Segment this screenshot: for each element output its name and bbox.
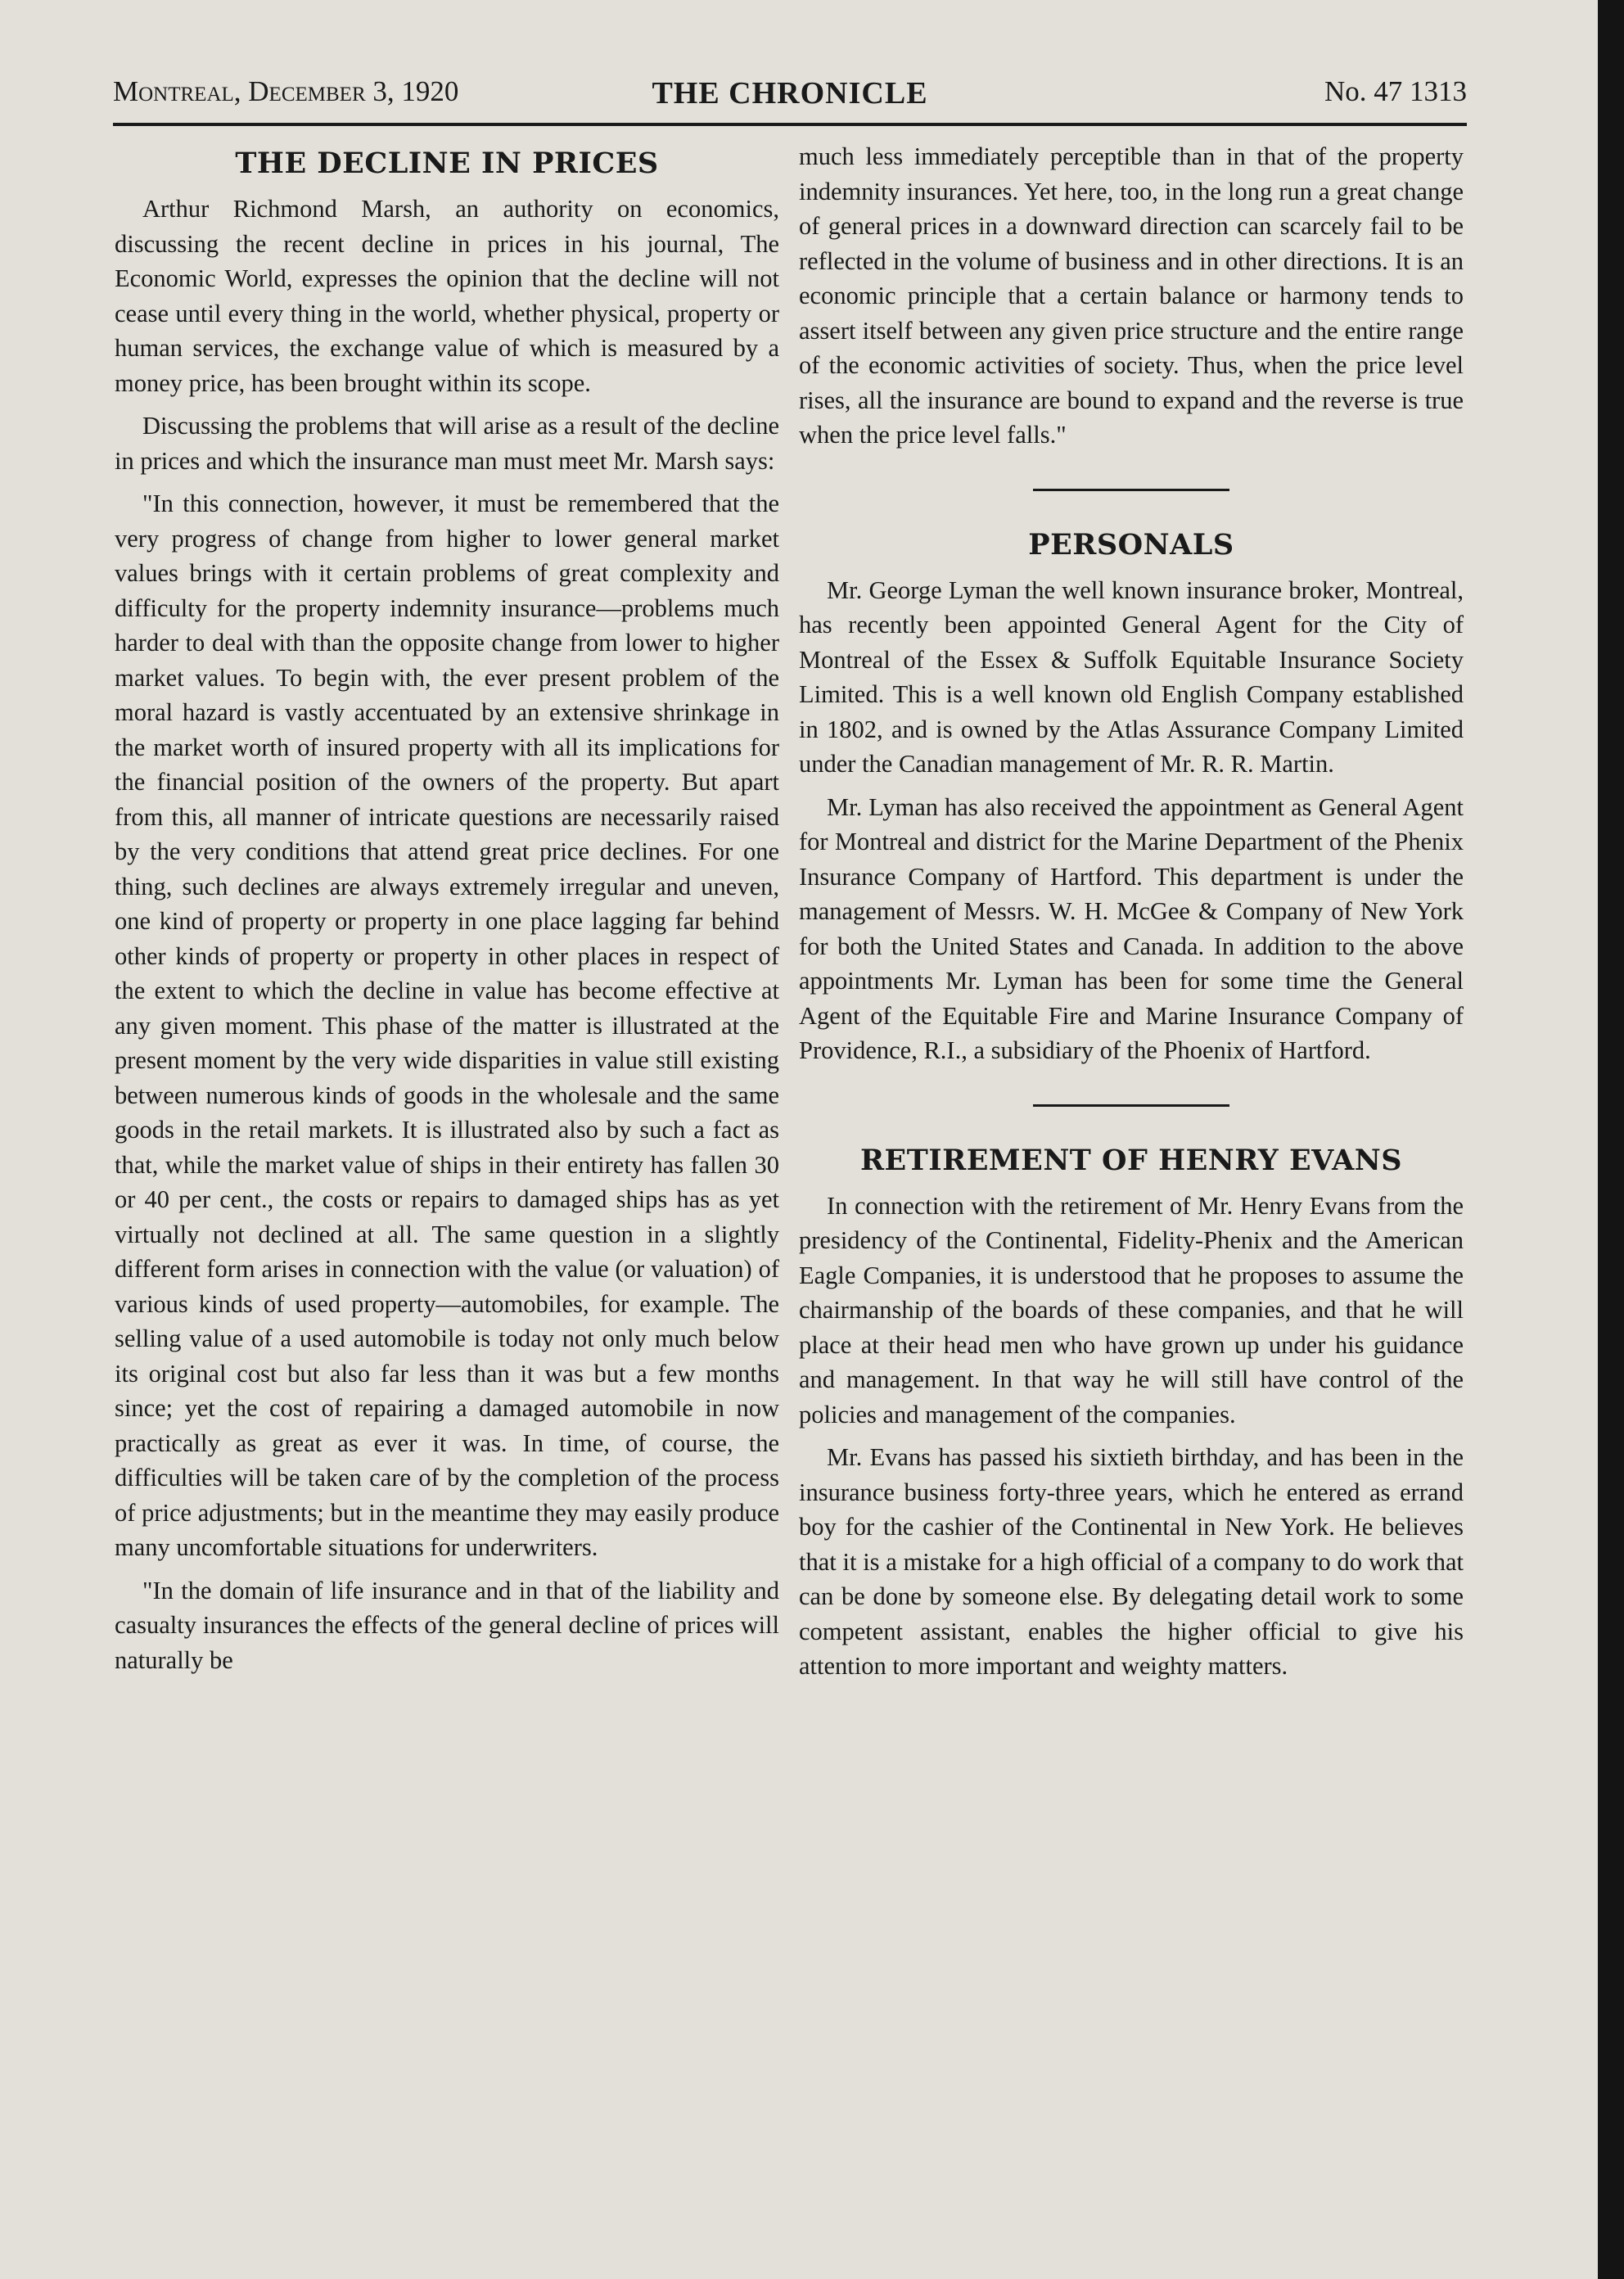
- right-column: [799, 139, 1464, 1692]
- issue-page-number: No. 47 1313: [1324, 75, 1467, 107]
- left-column: [115, 139, 779, 1686]
- personals-paragraph-1: Mr. George Lyman the well known insurance broker, Montreal, has recently been appointed General Agent for the City of Montreal of the Essex & Suffolk Equitable Insurance Society Limited. This is a well known old English Company established in 1802, and is owned by the Atlas Assurance Company Limited under the Canadian management of Mr. R. R. Martin.: [799, 575, 1464, 778]
- article-title-personals: PERSONALS: [1028, 527, 1234, 562]
- retirement-paragraph-2: Mr. Evans has passed his sixtieth birthday, and has been in the insurance business forty-three years, which he entered as errand boy for the cashier of the Continental in New York. He believes that it is a mistake for a high official of a company to do work that can be done by someone else. By delegating detail work to some competent assistant, enables the higher official to give his attention to more important and weighty matters.: [799, 1443, 1464, 1680]
- section-separator: [1033, 489, 1229, 491]
- header-rule: [113, 123, 1467, 126]
- decline-paragraph-4: "In the domain of life insurance and in that of the liability and casualty insurances the effects of the general decline of prices will naturally be: [115, 1576, 779, 1674]
- decline-paragraph-1: Arthur Richmond Marsh, an authority on economics, discussing the recent decline in prices in his journal, The Economic World, expresses the opinion that the decline will not cease until every thing in the world, whether physical, property or human services, the exchange value of which is measured by a money price, has been brought within its scope.: [115, 195, 779, 397]
- article-title-retirement: RETIREMENT OF HENRY EVANS: [859, 1143, 1403, 1177]
- retirement-paragraph-1: In connection with the retirement of Mr. Henry Evans from the presidency of the Continental, Fidelity-Phenix and the American Eagle Companies, it is understood that he proposes to assume the chairmanship of the boards of these companies, and that he will place at their head men who have grown up under his guidance and management. In that way he will still have control of the policies and management of the companies.: [799, 1191, 1464, 1428]
- article-title-decline: THE DECLINE IN PRICES: [235, 147, 659, 180]
- section-separator: [1033, 1104, 1229, 1107]
- personals-paragraph-2: Mr. Lyman has also received the appointment as General Agent for Montreal and district for the Marine Department of the Phenix Insurance Company of Hartford. This department is under the management of Messrs. W. H. McGee & Company of New York for both the United States and Canada. In addition to the above appointments Mr. Lyman has been for some time the General Agent of the Equitable Fire and Marine Insurance Company of Providence, R.I., a subsidiary of the Phoenix of Hartford.: [799, 792, 1464, 1064]
- header-dateline: Montreal, December 3, 1920: [113, 75, 459, 107]
- decline-paragraph-3: "In this connection, however, it must be remembered that the very progress of change from higher to lower general market values brings with it certain problems of great complexity and difficulty for the property indemnity insurance—problems much harder to deal with than the opposite change from lower to higher market values. To begin with, the ever present problem of the moral hazard is vastly accentuated by an extensive shrinkage in the market worth of insured property with all its implications for the financial position of the owners of the property. But apart from this, all manner of intricate questions are necessarily raised by the very conditions that attend great price declines. For one thing, such declines are always extremely irregular and uneven, one kind of property or property in one place lagging far behind other kinds of property or property in other places in respect of the extent to which the decline in value has become effective at any given moment. This phase of the matter is illustrated at the present moment by the very wide disparities in value still existing between numerous kinds of goods in the wholesale and the same goods in the retail markets. It is illustrated also by such a fact as that, while the market value of ships in their entirety has fallen 30 or 40 per cent., the costs or repairs to damaged ships has as yet virtually not declined at all. The same question in a slightly different form arises in connection with the value (or valuation) of various kinds of used property—automobiles, for example. The selling value of a used automobile is today not only much below its original cost but also far less than it was but a few months since; yet the cost of repairing a damaged automobile in now practically as great as ever it was. In time, of course, the difficulties will be taken care of by the completion of the process of price adjustments; but in the meantime they may easily produce many uncomfortable situations for underwriters.: [115, 490, 779, 1561]
- scan-edge: [1598, 0, 1624, 2279]
- running-head: [113, 75, 1467, 121]
- decline-paragraph-2: Discussing the problems that will arise as a result of the decline in prices and which the insurance man must meet Mr. Marsh says:: [115, 412, 779, 475]
- decline-paragraph-5: much less immediately perceptible than in that of the property indemnity insurances. Yet here, too, in the long run a great change of general prices in a downward direction can scarcely fail to be reflected in the volume of business and in other directions. It is an economic principle that a certain balance or harmony tends to assert itself between any given price structure and the entire range of the economic activities of society. Thus, when the price level rises, all the insurance are bound to expand and the reverse is true when the price level falls.": [799, 142, 1464, 449]
- publication-title: THE CHRONICLE: [652, 76, 928, 111]
